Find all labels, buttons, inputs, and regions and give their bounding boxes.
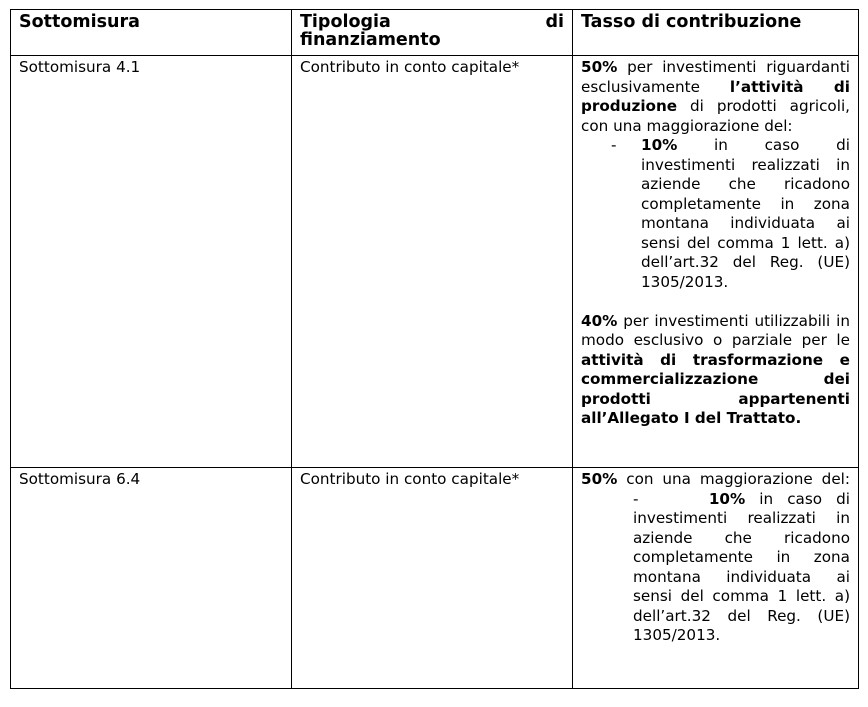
bullet-item: - 10% in caso di investimenti realizzati in aziende che ricadono completamente in zona montana individuata ai sensi del comma 1 lett. a) dell’art.32 del Reg. (UE) 1305/2013. xyxy=(611,136,850,291)
cell-sottomisura: Sottomisura 6.4 xyxy=(11,468,292,689)
table-header-row xyxy=(11,10,859,56)
cell-tipologia: Contributo in conto capitale* xyxy=(292,56,573,468)
cell-tasso xyxy=(573,56,859,468)
cell-tipologia: Contributo in conto capitale* xyxy=(292,468,573,689)
rate-paragraph: 40% per investimenti utilizzabili in modo esclusivo o parziale per le attività di trasformazione e commercializzazione dei prodotti appartenenti all’Allegato I del Trattato. xyxy=(581,311,850,427)
contribution-table xyxy=(10,9,859,689)
table-row xyxy=(11,56,859,468)
header-tipologia-line1: Tipologia di xyxy=(300,12,564,32)
header-tipologia-line2: finanziamento xyxy=(300,30,441,50)
cell-sottomisura: Sottomisura 4.1 xyxy=(11,56,292,468)
bullet-item: - 10% in caso di investimenti realizzati in aziende che ricadono completamente in zona montana individuata ai sensi del comma 1 lett. a) dell’art.32 del Reg. (UE) 1305/2013. xyxy=(633,489,850,644)
rate-paragraph: 50% per investimenti riguardanti esclusivamente l’attività di produzione di prodotti agricoli, con una maggiorazione del: xyxy=(581,58,850,135)
header-tipologia xyxy=(292,10,573,56)
header-sottomisura: Sottomisura xyxy=(11,10,292,56)
cell-tasso xyxy=(573,468,859,689)
table-row xyxy=(11,468,859,689)
rate-paragraph: 50% con una maggiorazione del: xyxy=(581,470,850,488)
header-tasso: Tasso di contribuzione xyxy=(573,10,859,56)
